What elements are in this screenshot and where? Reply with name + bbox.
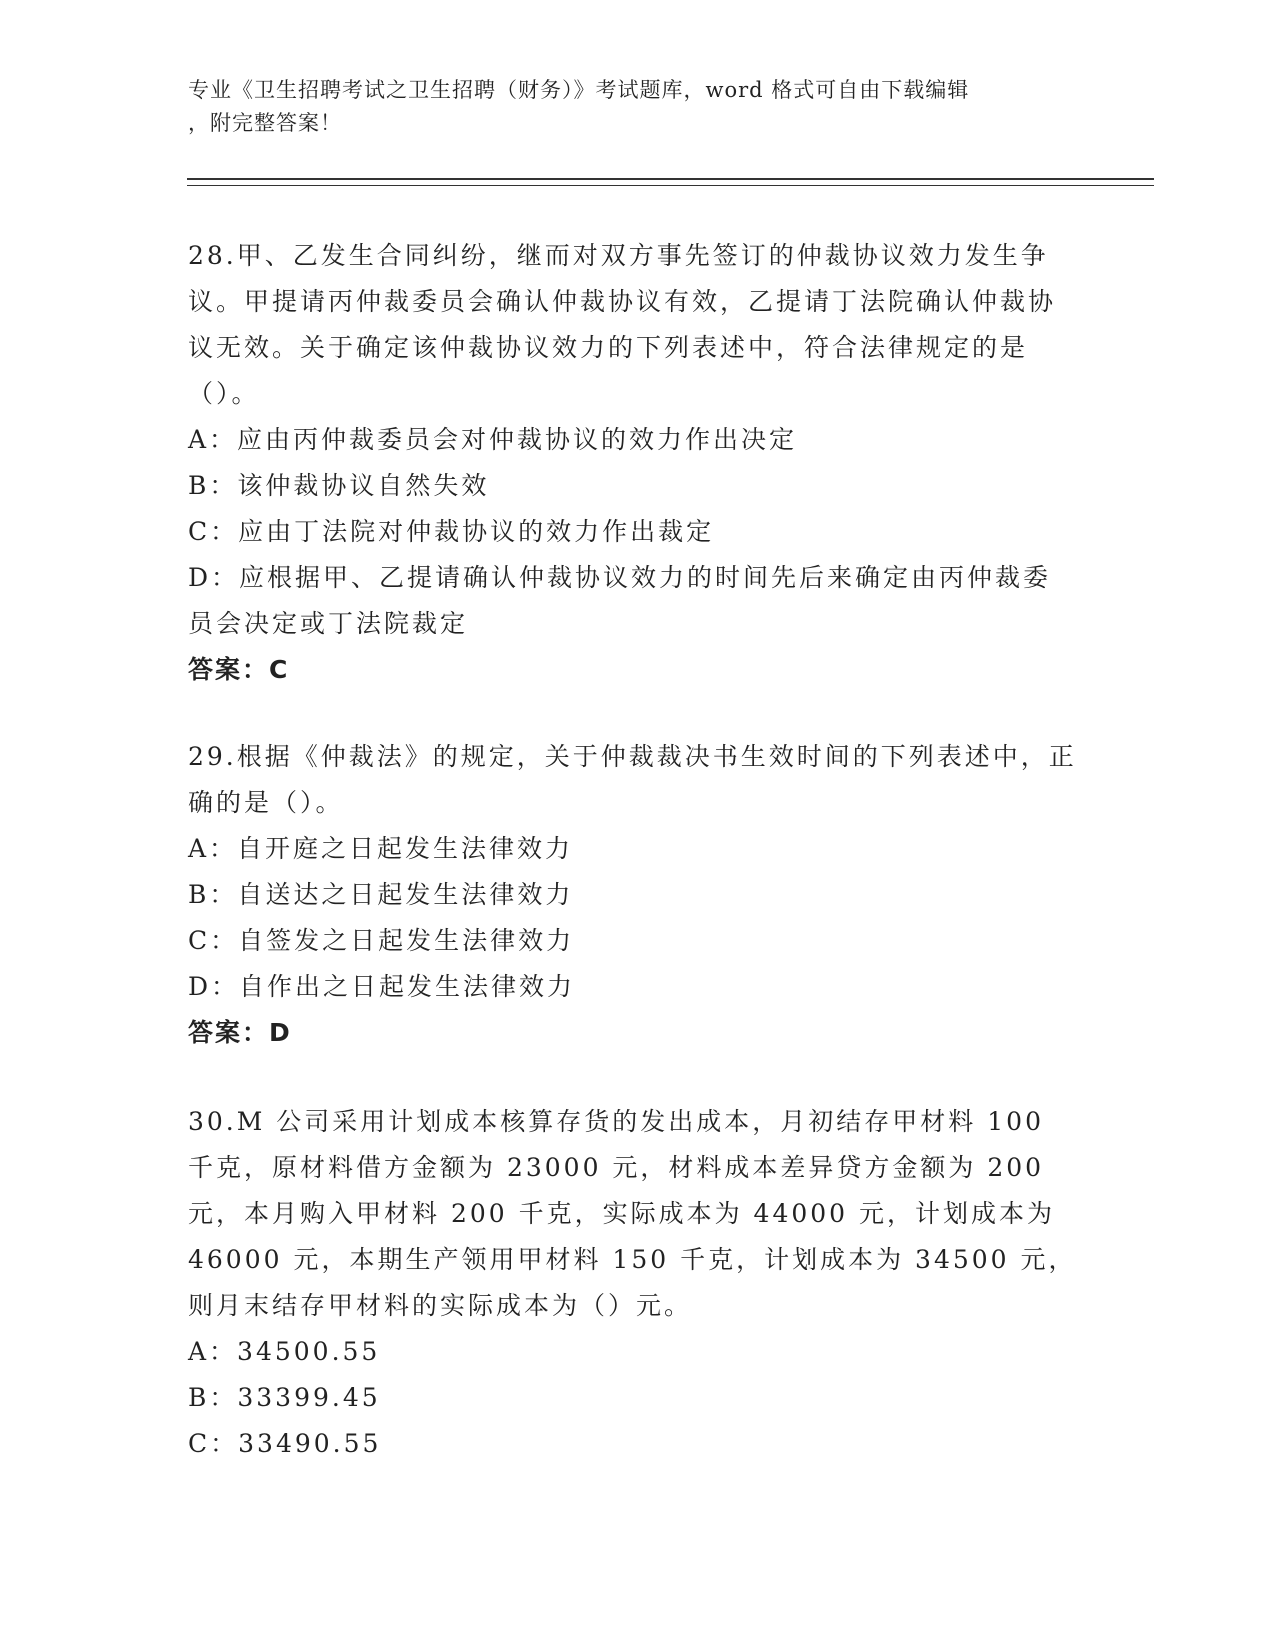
question-30 <box>188 1099 1078 1467</box>
option-b: B：该仲裁协议自然失效 <box>188 471 490 500</box>
question-29 <box>188 734 1078 1056</box>
option-c: C：应由丁法院对仲裁协议的效力作出裁定 <box>188 517 715 546</box>
option-d: D：应根据甲、乙提请确认仲裁协议效力的时间先后来确定由丙仲裁委员会决定或丁法院裁定 <box>188 563 1052 638</box>
header-title-continuation: ，附完整答案！ <box>188 111 342 135</box>
header-divider <box>187 178 1154 186</box>
option-a: A：应由丙仲裁委员会对仲裁协议的效力作出决定 <box>188 425 798 454</box>
option-b: B：自送达之日起发生法律效力 <box>188 880 574 909</box>
answer: 答案：C <box>188 655 290 684</box>
question-stem: 30.M 公司采用计划成本核算存货的发出成本，月初结存甲材料 100 千克，原材料借方金额为 23000 元，材料成本差异贷方金额为 200 元，本月购入甲材料 200 千克，实际成本为 44000 元，计划成本为 46000 元，本期生产领用甲材料 150 千克，计划成本为 34500 元，则月末结存甲材料的实际成本为（）元。 <box>188 1107 1077 1320</box>
option-a: A：自开庭之日起发生法律效力 <box>188 834 574 863</box>
option-c: C：33490.55 <box>188 1429 382 1458</box>
header-title-line: 专业《卫生招聘考试之卫生招聘（财务）》考试题库，word 格式可自由下载编辑 <box>188 78 970 102</box>
question-stem: 28.甲、乙发生合同纠纷，继而对双方事先签订的仲裁协议效力发生争议。甲提请丙仲裁委员会确认仲裁协议有效，乙提请丁法院确认仲裁协议无效。关于确定该仲裁协议效力的下列表述中，符合法律规定的是（）。 <box>188 241 1057 408</box>
option-d: D：自作出之日起发生法律效力 <box>188 972 576 1001</box>
option-c: C：自签发之日起发生法律效力 <box>188 926 575 955</box>
option-b: B：33399.45 <box>188 1383 381 1412</box>
document-header <box>188 74 1068 140</box>
option-a: A：34500.55 <box>188 1337 381 1366</box>
question-28 <box>188 233 1078 693</box>
question-stem: 29.根据《仲裁法》的规定，关于仲裁裁决书生效时间的下列表述中，正确的是（）。 <box>188 742 1077 817</box>
answer: 答案：D <box>188 1018 292 1047</box>
